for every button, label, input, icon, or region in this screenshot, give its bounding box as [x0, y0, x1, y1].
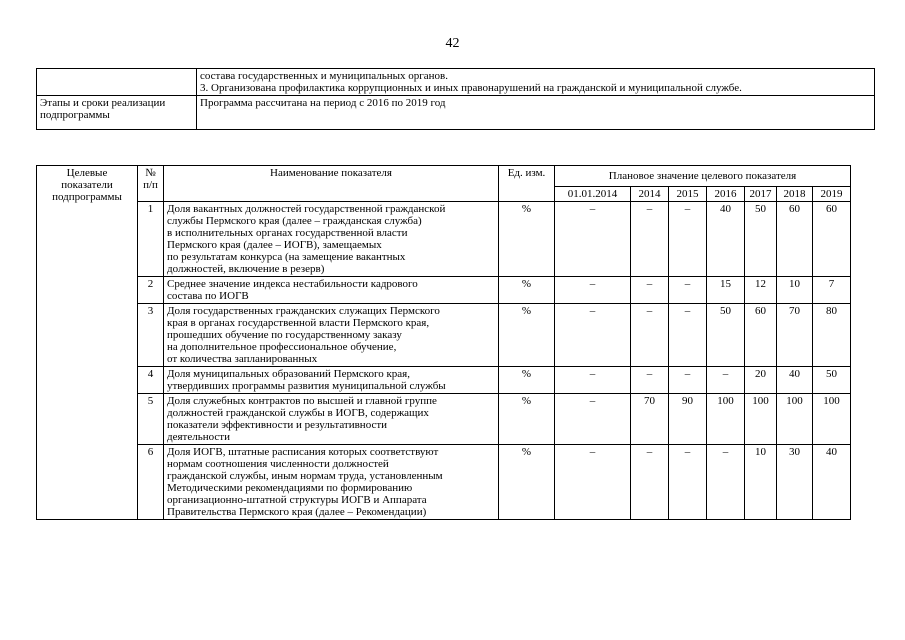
row-name-line: деятельности — [167, 431, 230, 443]
row-name — [164, 304, 499, 367]
header-year: 2019 — [813, 187, 851, 202]
results-line: состава государственных и муниципальных органов. — [200, 70, 448, 82]
row-value: – — [555, 445, 631, 520]
row-name — [164, 367, 499, 394]
row-value: 100 — [813, 394, 851, 445]
row-value: 60 — [813, 202, 851, 277]
header-year: 01.01.2014 — [555, 187, 631, 202]
row-name-line: Доля ИОГВ, штатные расписания которых соответствуют — [167, 446, 439, 458]
row-name-line: должностей, включение в резерв) — [167, 263, 325, 275]
passport-stages-content: Программа рассчитана на период с 2016 по 2019 год — [197, 96, 875, 130]
row-name-line: состава по ИОГВ — [167, 290, 249, 302]
row-value: 50 — [707, 304, 745, 367]
row-value: 10 — [745, 445, 777, 520]
row-value: – — [631, 277, 669, 304]
table-row — [37, 367, 851, 394]
row-name-line: Доля вакантных должностей государственной гражданской — [167, 203, 446, 215]
row-unit: % — [499, 277, 555, 304]
row-value: – — [669, 277, 707, 304]
row-num: 6 — [138, 445, 164, 520]
row-name-line: нормам соотношения численности должностей — [167, 458, 389, 470]
row-unit: % — [499, 394, 555, 445]
indicators-table — [36, 165, 851, 520]
row-value: 60 — [777, 202, 813, 277]
header-year: 2016 — [707, 187, 745, 202]
header-num-line: № — [145, 167, 156, 179]
row-value: 100 — [745, 394, 777, 445]
row-value: – — [669, 367, 707, 394]
row-name-line: в исполнительных органах государственной власти — [167, 227, 408, 239]
row-value: – — [555, 277, 631, 304]
row-value: – — [669, 304, 707, 367]
header-row-1 — [37, 166, 851, 187]
row-name-line: края в органах государственной власти Пермского края, — [167, 317, 430, 329]
section-label-line: показатели — [61, 179, 113, 191]
row-value: 60 — [745, 304, 777, 367]
label-line: Этапы и сроки реализации — [40, 97, 166, 109]
row-name-line: прошедших обучение по государственному заказу — [167, 329, 402, 341]
table-row — [37, 202, 851, 277]
page-number: 42 — [445, 36, 460, 51]
header-unit: Ед. изм. — [499, 166, 555, 202]
row-value: – — [555, 202, 631, 277]
row-unit: % — [499, 304, 555, 367]
passport-label-stages — [37, 96, 197, 130]
row-name-line: службы Пермского края (далее – гражданская служба) — [167, 215, 422, 227]
header-num-line: п/п — [143, 179, 158, 191]
row-name-line: по результатам конкурса (на замещение вакантных — [167, 251, 406, 263]
row-name-line: гражданской службы, иным нормам труда, установленным — [167, 470, 443, 482]
row-name-line: организационно-штатной структуры ИОГВ и Аппарата — [167, 494, 427, 506]
row-name-line: Доля государственных гражданских служащих Пермского — [167, 305, 440, 317]
row-name — [164, 394, 499, 445]
row-value: – — [669, 445, 707, 520]
row-name — [164, 202, 499, 277]
row-unit: % — [499, 202, 555, 277]
row-num: 2 — [138, 277, 164, 304]
row-num: 4 — [138, 367, 164, 394]
label-line: подпрограммы — [40, 109, 110, 121]
row-value: 80 — [813, 304, 851, 367]
row-name — [164, 445, 499, 520]
header-year: 2018 — [777, 187, 813, 202]
row-name-line: на дополнительное профессиональное обучение, — [167, 341, 397, 353]
row-value: – — [631, 367, 669, 394]
row-num: 1 — [138, 202, 164, 277]
row-value: 70 — [777, 304, 813, 367]
row-value: 10 — [777, 277, 813, 304]
section-label-line: Целевые — [66, 167, 108, 179]
row-num: 5 — [138, 394, 164, 445]
row-value: 15 — [707, 277, 745, 304]
row-value: – — [631, 304, 669, 367]
row-name-line: от количества запланированных — [167, 353, 318, 365]
row-value: 20 — [745, 367, 777, 394]
row-value: – — [555, 304, 631, 367]
header-year: 2015 — [669, 187, 707, 202]
row-name-line: утвердивших программы развития муниципальной службы — [167, 380, 446, 392]
header-num — [138, 166, 164, 202]
table-row — [37, 445, 851, 520]
row-value: 30 — [777, 445, 813, 520]
row-name-line: показатели эффективности и результативности — [167, 419, 388, 431]
row-value: – — [555, 367, 631, 394]
row-value: 7 — [813, 277, 851, 304]
row-num: 3 — [138, 304, 164, 367]
row-value: 50 — [813, 367, 851, 394]
header-year: 2014 — [631, 187, 669, 202]
section-label-line: подпрограммы — [52, 191, 122, 203]
row-name-line: Правительства Пермского края (далее – Рекомендации) — [167, 506, 427, 518]
passport-label-empty — [37, 69, 197, 96]
row-value: 40 — [813, 445, 851, 520]
row-name-line: Среднее значение индекса нестабильности кадрового — [167, 278, 418, 290]
table-row — [37, 277, 851, 304]
row-value: 100 — [707, 394, 745, 445]
results-line: 3. Организована профилактика коррупционных и иных правонарушений на гражданской и муниципальной службе. — [200, 82, 742, 94]
table-row — [37, 304, 851, 367]
row-value: – — [555, 394, 631, 445]
passport-row-results — [37, 69, 875, 96]
row-value: – — [631, 202, 669, 277]
row-name-line: Доля служебных контрактов по высшей и главной группе — [167, 395, 437, 407]
header-planned: Плановое значение целевого показателя — [555, 166, 851, 187]
row-name-line: Пермского края (далее – ИОГВ), замещаемых — [167, 239, 382, 251]
passport-table — [36, 68, 875, 130]
row-value: 100 — [777, 394, 813, 445]
row-unit: % — [499, 445, 555, 520]
row-name-line: должностей гражданской службы в ИОГВ, содержащих — [167, 407, 429, 419]
row-value: – — [707, 367, 745, 394]
row-value: 70 — [631, 394, 669, 445]
row-name — [164, 277, 499, 304]
row-value: 40 — [707, 202, 745, 277]
row-value: 50 — [745, 202, 777, 277]
row-name-line: Доля муниципальных образований Пермского края, — [167, 368, 410, 380]
row-value: 40 — [777, 367, 813, 394]
passport-results-content — [197, 69, 875, 96]
row-value: 12 — [745, 277, 777, 304]
section-label-cell — [37, 166, 138, 520]
row-value: 90 — [669, 394, 707, 445]
header-year: 2017 — [745, 187, 777, 202]
row-unit: % — [499, 367, 555, 394]
row-value: – — [669, 202, 707, 277]
table-row — [37, 394, 851, 445]
passport-row-stages — [37, 96, 875, 130]
header-name: Наименование показателя — [164, 166, 499, 202]
row-name-line: Методическими рекомендациями по формированию — [167, 482, 413, 494]
row-value: – — [631, 445, 669, 520]
row-value: – — [707, 445, 745, 520]
